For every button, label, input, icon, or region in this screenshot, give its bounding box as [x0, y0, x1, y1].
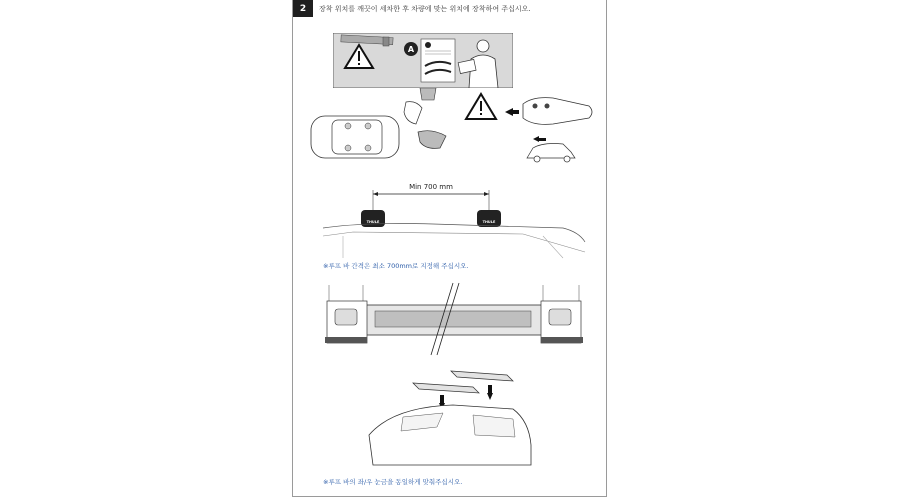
svg-text:A: A [407, 45, 415, 54]
foot-pad-warning-illustration [463, 92, 603, 167]
step-number-badge: 2 [293, 0, 313, 17]
alignment-note-caption: ※루프 바의 좌/우 눈금을 동일하게 맞춰주십시오. [323, 478, 463, 486]
bars-on-car-illustration [363, 365, 533, 470]
foot-pad-right [477, 210, 501, 227]
warning-triangle-icon [466, 94, 496, 119]
manual-page [292, 0, 607, 497]
bar-spacing-illustration [323, 180, 593, 260]
min-distance-label: Min 700 mm [409, 183, 453, 191]
step-instruction: 장착 위치를 깨끗이 세차한 후 차량에 맞는 위치에 장착하여 주십시오. [319, 5, 531, 13]
warning-banner-illustration [333, 33, 513, 88]
svg-text:THULE: THULE [482, 220, 496, 224]
cleaning-roof-illustration [308, 88, 448, 163]
roof-bar-diagram [323, 277, 585, 357]
spacing-note-caption: ※루프 바 간격은 최소 700mm로 지정해 주십시오. [323, 262, 469, 270]
svg-text:THULE: THULE [366, 220, 380, 224]
